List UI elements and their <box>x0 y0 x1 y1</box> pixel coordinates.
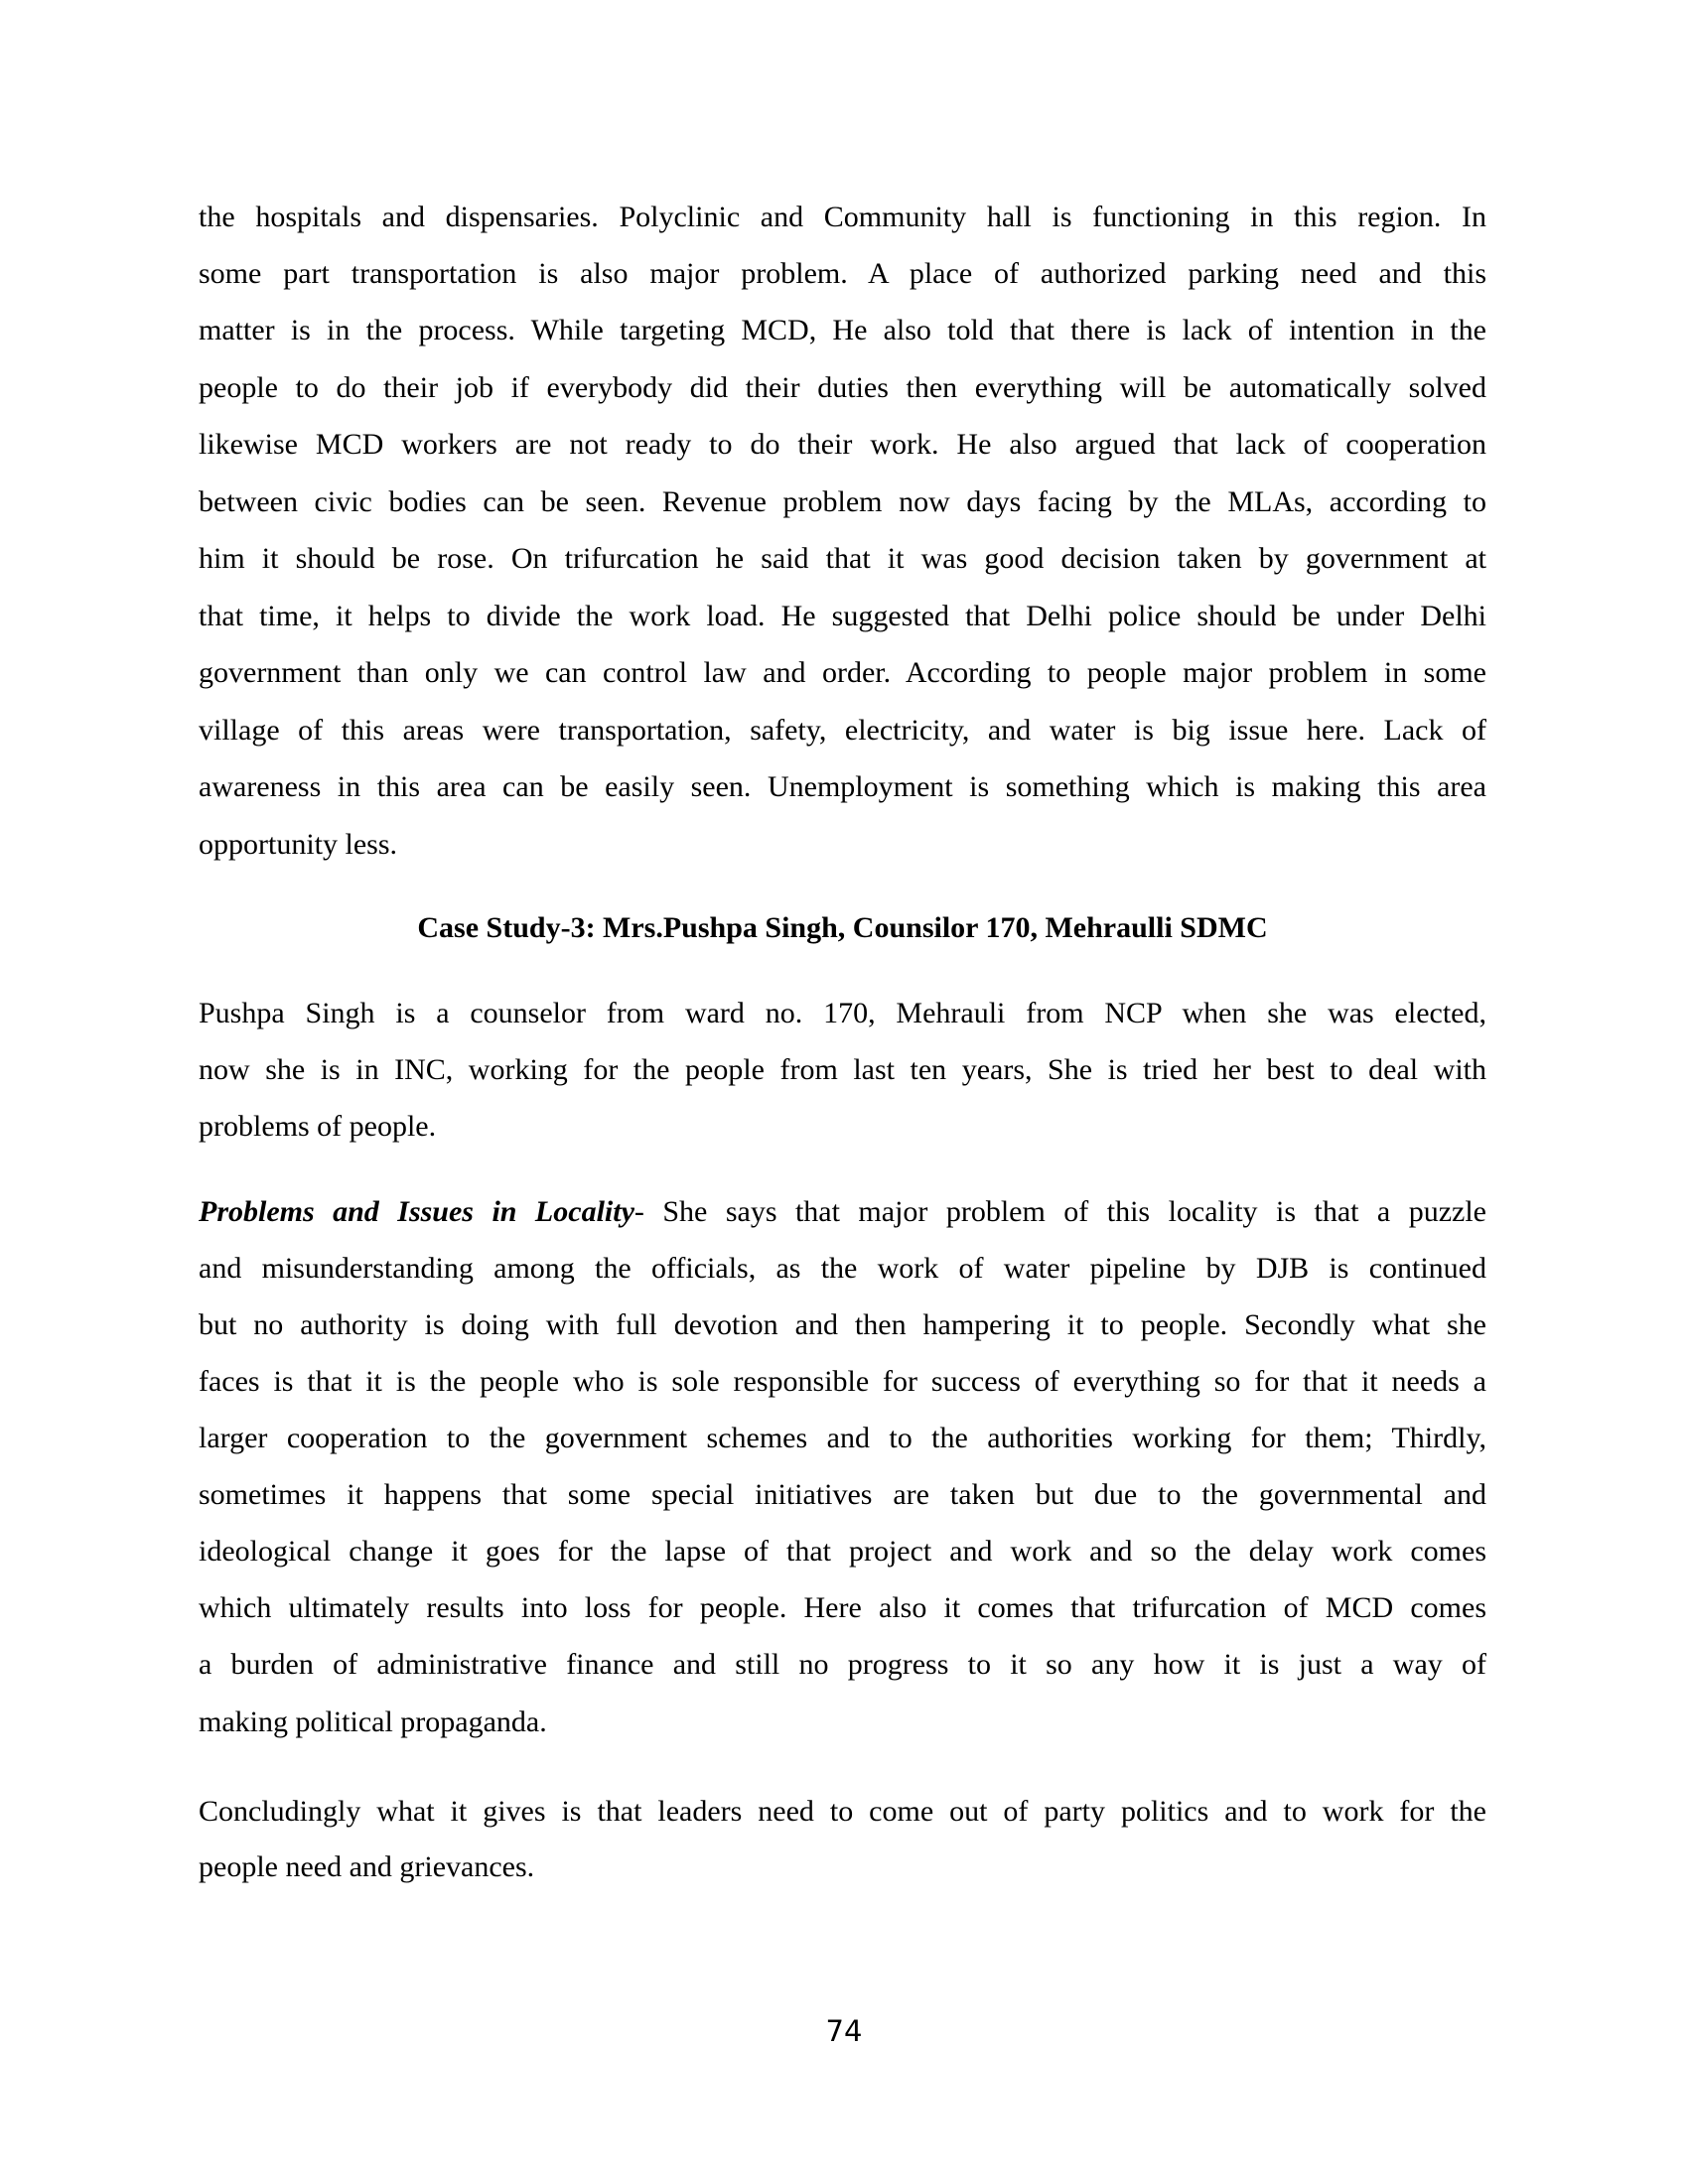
text-line: faces is that it is the people who is sole responsible for success of everything so for that it needs a <box>199 1365 1486 1398</box>
text-line: matter is in the process. While targeting MCD, He also told that there is lack of intention in the <box>199 314 1486 346</box>
text-line: awareness in this area can be easily seen. Unemployment is something which is making this area <box>199 770 1486 803</box>
text-line: making political propaganda. <box>199 1706 547 1738</box>
text-line: but no authority is doing with full devotion and then hampering it to people. Secondly what she <box>199 1308 1486 1341</box>
text-line: ideological change it goes for the lapse of that project and work and so the delay work comes <box>199 1535 1486 1568</box>
text-line: Concludingly what it gives is that leaders need to come out of party politics and to work for the <box>199 1795 1486 1828</box>
text-line: now she is in INC, working for the people from last ten years, She is tried her best to deal with <box>199 1053 1486 1086</box>
text-line: problems of people. <box>199 1110 437 1143</box>
text-line: people need and grievances. <box>199 1850 535 1883</box>
lead-in-text: - She says that major problem of this locality is that a puzzle <box>633 1195 1486 1228</box>
text-line: a burden of administrative finance and still no progress to it so any how it is just a way of <box>199 1648 1486 1681</box>
text-line: that time, it helps to divide the work load. He suggested that Delhi police should be under Delhi <box>199 600 1486 632</box>
lead-in-heading: Problems and Issues in Locality <box>199 1195 634 1228</box>
text-line: government than only we can control law and order. According to people major problem in some <box>199 656 1486 689</box>
text-line: larger cooperation to the government schemes and to the authorities working for them; Thirdly, <box>199 1422 1486 1454</box>
text-line: sometimes it happens that some special initiatives are taken but due to the governmental and <box>199 1478 1486 1511</box>
text-line-with-lead <box>199 1183 1486 1240</box>
text-line: and misunderstanding among the officials, as the work of water pipeline by DJB is continued <box>199 1252 1486 1285</box>
text-line: likewise MCD workers are not ready to do their work. He also argued that lack of cooperation <box>199 428 1486 461</box>
text-line: village of this areas were transportation, safety, electricity, and water is big issue here. Lack of <box>199 714 1486 747</box>
page-number: 74 <box>825 2014 863 2048</box>
text-line: between civic bodies can be seen. Revenue problem now days facing by the MLAs, according to <box>199 485 1486 518</box>
text-line: opportunity less. <box>199 828 397 861</box>
text-line: him it should be rose. On trifurcation he said that it was good decision taken by government at <box>199 542 1486 575</box>
text-line: Pushpa Singh is a counselor from ward no. 170, Mehrauli from NCP when she was elected, <box>199 997 1486 1029</box>
text-line: which ultimately results into loss for people. Here also it comes that trifurcation of MCD comes <box>199 1591 1486 1624</box>
text-line: people to do their job if everybody did their duties then everything will be automatically solved <box>199 371 1486 404</box>
text-line: some part transportation is also major problem. A place of authorized parking need and this <box>199 257 1486 290</box>
text-line: the hospitals and dispensaries. Polyclinic and Community hall is functioning in this region. In <box>199 201 1486 233</box>
section-heading: Case Study-3: Mrs.Pushpa Singh, Counsilor 170, Mehraulli SDMC <box>417 911 1268 944</box>
